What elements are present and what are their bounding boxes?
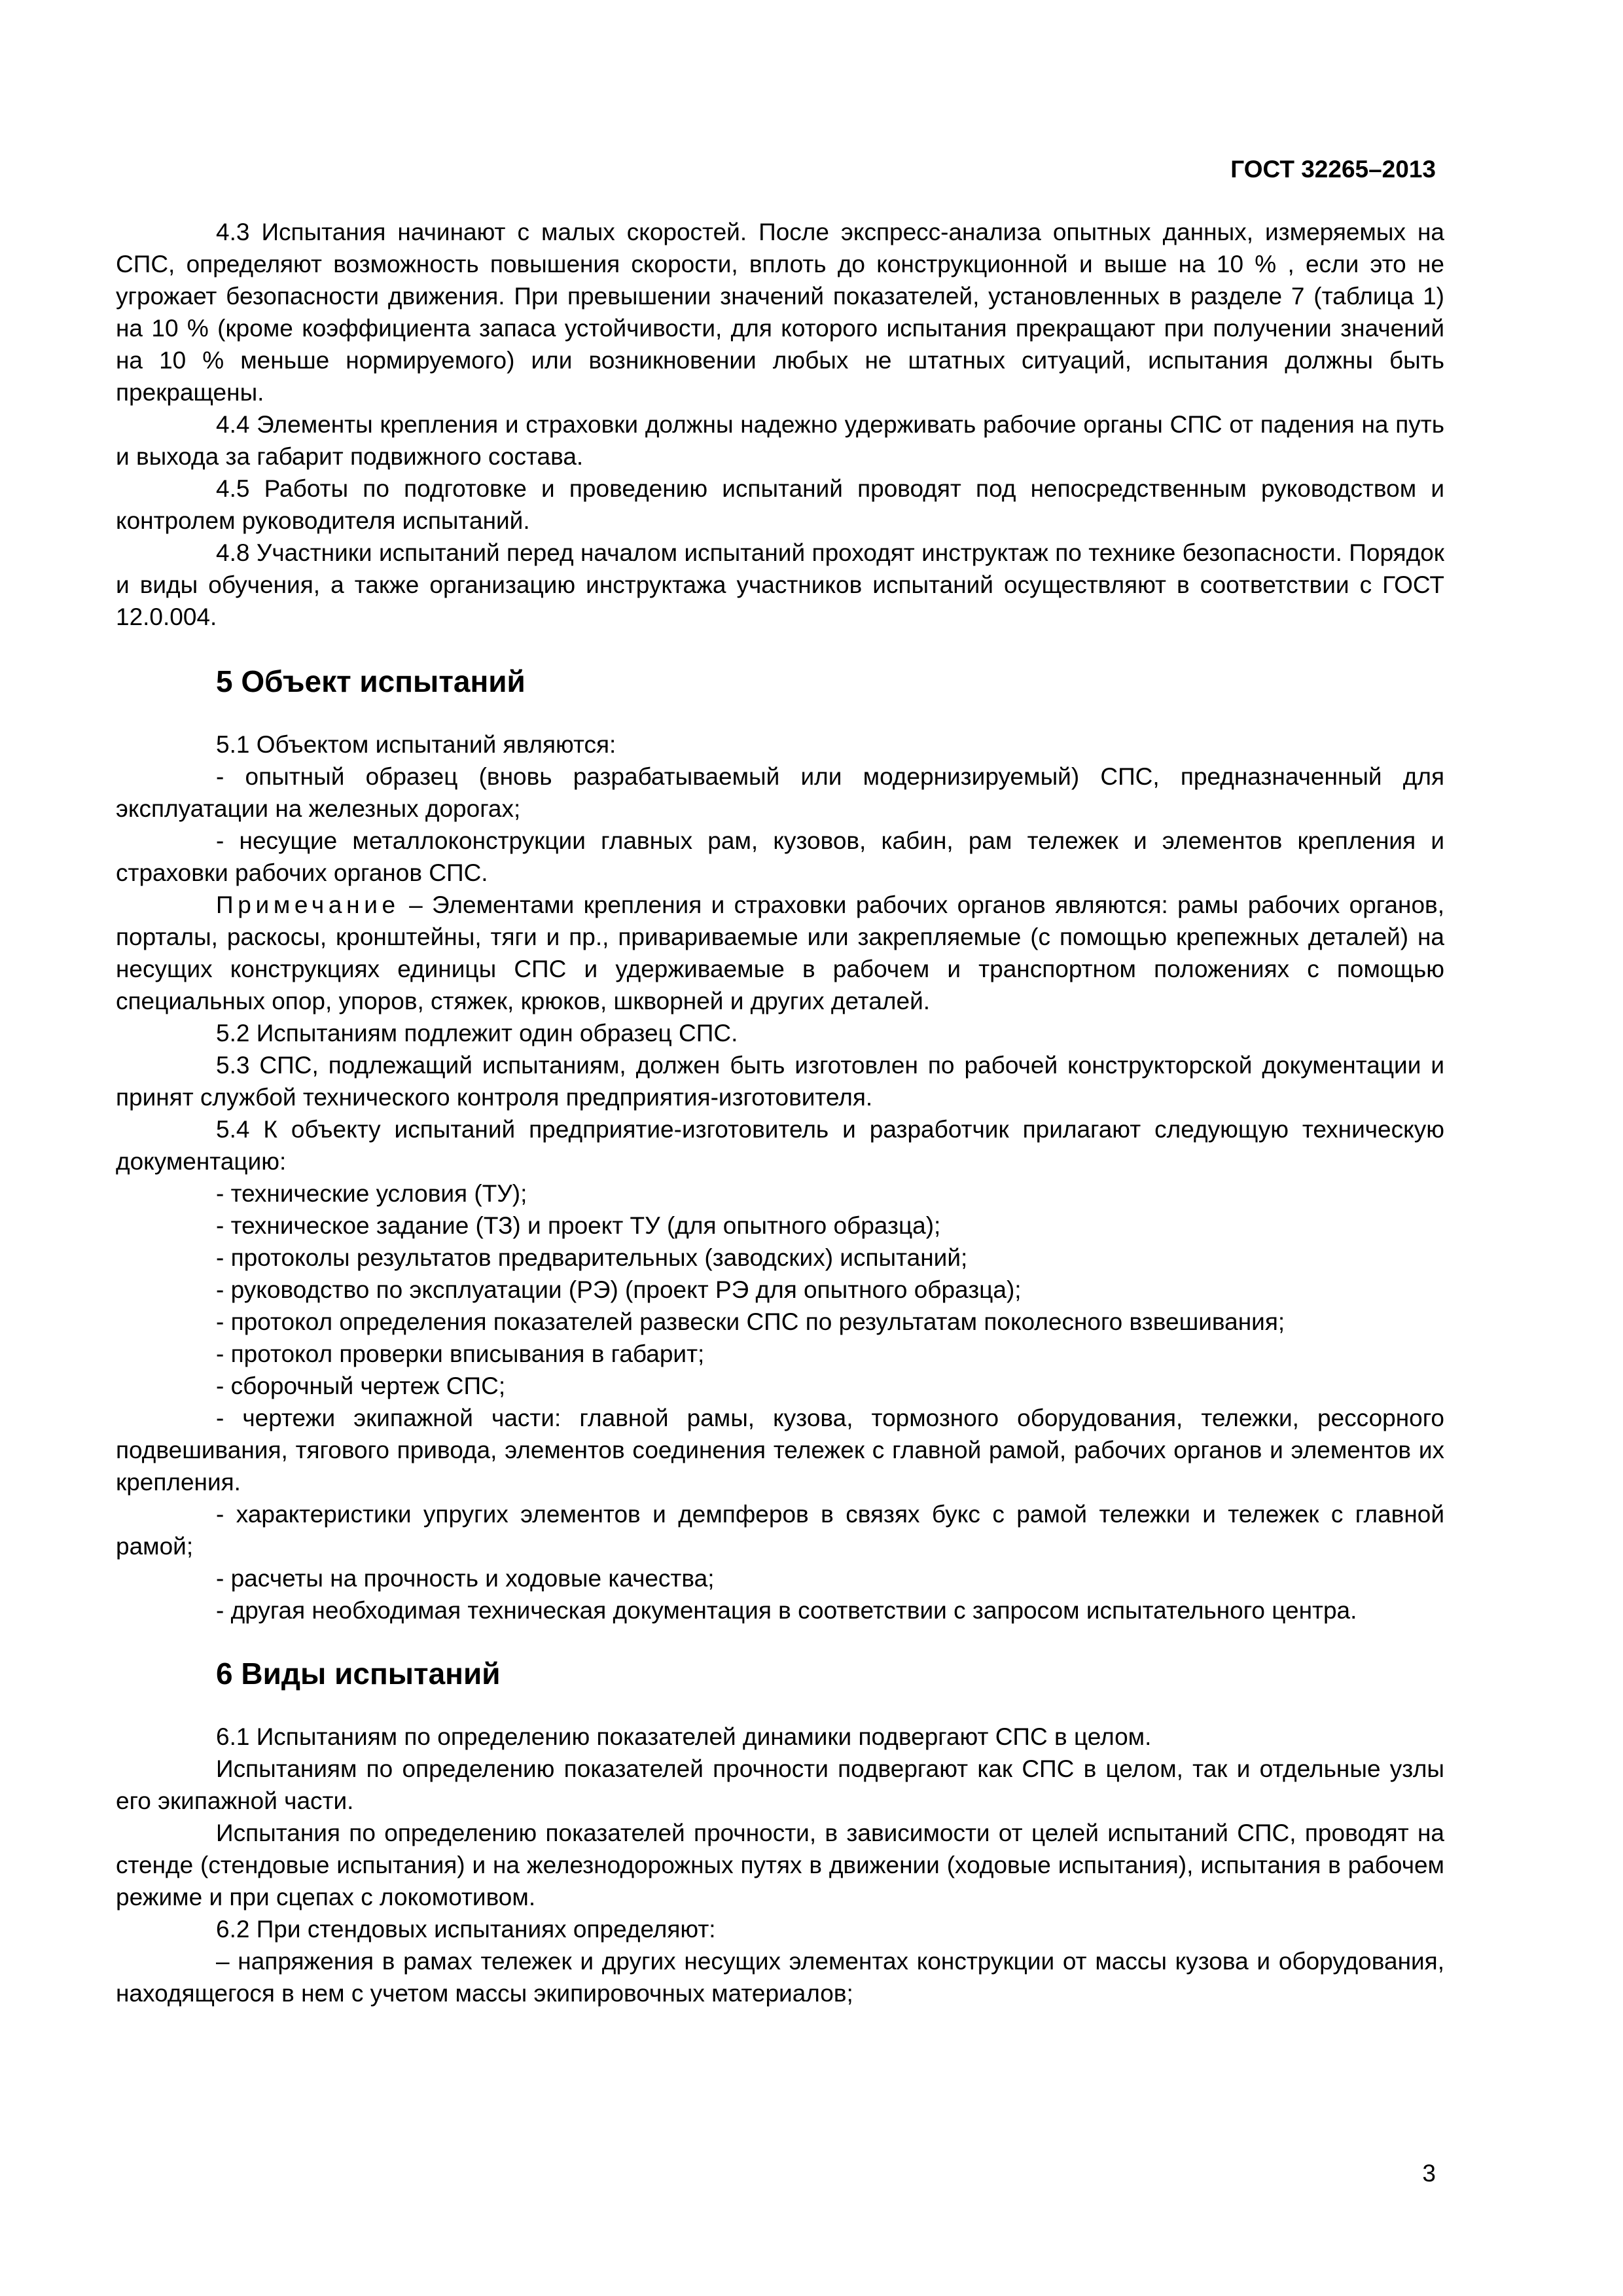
document-code: ГОСТ 32265–2013 xyxy=(1230,156,1436,183)
list-item: - сборочный чертеж СПС; xyxy=(216,1372,506,1399)
paragraph-4-3: 4.3 Испытания начинают с малых скоростей. После экспресс-анализа опытных данных, измеряемых на СПС, определяют возможность повышения скорости, вплоть до конструкционной и выше на 10 % , если это не угрожает безопасности движения. При превышении значений показателей, установленных в разделе 7 (таблица 1) на 10 % (кроме коэффициента запаса устойчивости, для которого испытания прекращают при получении значений на 10 % меньше нормируемого) или возникновении любых не штатных ситуаций, испытания должны быть прекращены. xyxy=(116,219,1444,406)
note xyxy=(116,889,1444,1017)
list-item: - протокол определения показателей развески СПС по результатам поколесного взвешивания; xyxy=(216,1308,1285,1335)
paragraph-5-1: 5.1 Объектом испытаний являются: xyxy=(216,731,616,758)
document-body xyxy=(116,216,1444,2009)
paragraph-6-2: 6.2 При стендовых испытаниях определяют: xyxy=(216,1916,716,1943)
list-item: - техническое задание (ТЗ) и проект ТУ (для опытного образца); xyxy=(216,1212,941,1239)
paragraph-4-5: 4.5 Работы по подготовке и проведению испытаний проводят под непосредственным руководством и контролем руководителя испытаний. xyxy=(116,475,1444,534)
note-text: – Элементами крепления и страховки рабочих органов являются: рамы рабочих органов, порталы, раскосы, кронштейны, тяги и пр., привариваемые или закрепляемые (с помощью крепежных деталей) на несущих конструкциях единицы СПС и удерживаемые в рабочем и транспортном положениях с помощью специальных опор, упоров, стяжек, крюков, шкворней и других деталей. xyxy=(116,891,1444,1014)
section-5-heading: 5 Объект испытаний xyxy=(216,664,526,698)
list-item: - технические условия (ТУ); xyxy=(216,1180,527,1207)
paragraph: Испытаниям по определению показателей прочности подвергают как СПС в целом, так и отдельные узлы его экипажной части. xyxy=(116,1755,1444,1814)
paragraph-4-4: 4.4 Элементы крепления и страховки должны надежно удерживать рабочие органы СПС от падения на путь и выхода за габарит подвижного состава. xyxy=(116,411,1444,470)
paragraph-5-4: 5.4 К объекту испытаний предприятие-изготовитель и разработчик прилагают следующую техническую документацию: xyxy=(116,1116,1444,1175)
page-number: 3 xyxy=(1422,2160,1436,2187)
list-item: – напряжения в рамах тележек и других несущих элементах конструкции от массы кузова и оборудования, находящегося в нем с учетом массы экипировочных материалов; xyxy=(116,1948,1444,2007)
paragraph-5-2: 5.2 Испытаниям подлежит один образец СПС. xyxy=(216,1020,738,1047)
section-6-heading: 6 Виды испытаний xyxy=(216,1657,501,1691)
paragraph: Испытания по определению показателей прочности, в зависимости от целей испытаний СПС, проводят на стенде (стендовые испытания) и на железнодорожных путях в движении (ходовые испытания), испытания в рабочем режиме и при сцепах с локомотивом. xyxy=(116,1820,1444,1910)
list-item: - другая необходимая техническая документация в соответствии с запросом испытательного центра. xyxy=(216,1597,1357,1624)
list-item: - протоколы результатов предварительных (заводских) испытаний; xyxy=(216,1244,968,1271)
paragraph-4-8: 4.8 Участники испытаний перед началом испытаний проходят инструктаж по технике безопасности. Порядок и виды обучения, а также организацию инструктажа участников испытаний осуществляют в соответствии с ГОСТ 12.0.004. xyxy=(116,539,1444,630)
list-item: - чертежи экипажной части: главной рамы, кузова, тормозного оборудования, тележки, рессорного подвешивания, тягового привода, элементов соединения тележек с главной рамой, рабочих органов и элементов их крепления. xyxy=(116,1405,1444,1496)
list-item: - опытный образец (вновь разрабатываемый или модернизируемый) СПС, предназначенный для эксплуатации на железных дорогах; xyxy=(116,763,1444,822)
list-item: - протокол проверки вписывания в габарит; xyxy=(216,1340,705,1367)
paragraph-6-1: 6.1 Испытаниям по определению показателей динамики подвергают СПС в целом. xyxy=(216,1723,1152,1750)
list-item: - расчеты на прочность и ходовые качества; xyxy=(216,1565,715,1592)
list-item: - несущие металлоконструкции главных рам, кузовов, кабин, рам тележек и элементов крепления и страховки рабочих органов СПС. xyxy=(116,827,1444,886)
list-item: - характеристики упругих элементов и демпферов в связях букс с рамой тележки и тележек с главной рамой; xyxy=(116,1501,1444,1560)
note-label: Примечание xyxy=(216,891,400,918)
list-item: - руководство по эксплуатации (РЭ) (проект РЭ для опытного образца); xyxy=(216,1276,1022,1303)
paragraph-5-3: 5.3 СПС, подлежащий испытаниям, должен быть изготовлен по рабочей конструкторской документации и принят службой технического контроля предприятия-изготовителя. xyxy=(116,1052,1444,1111)
